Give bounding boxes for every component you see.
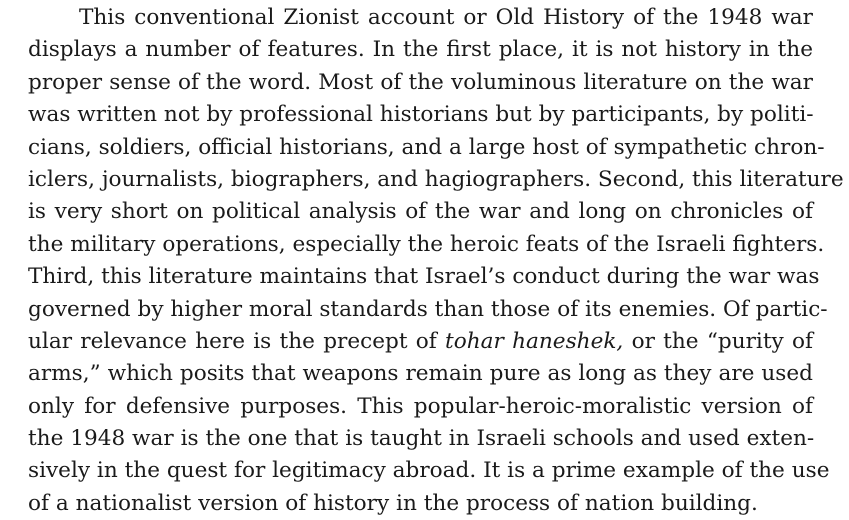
paragraph-line-4: was written not by professional historians but by participants, by politi-: [28, 102, 814, 128]
line-11-text-after: or the “purity of: [623, 328, 813, 354]
paragraph-line-6: iclers, journalists, biographers, and hagiographers. Second, this literature: [28, 166, 844, 192]
paragraph-line-11: [28, 326, 813, 358]
paragraph-line-10: governed by higher moral standards than those of its enemies. Of partic-: [28, 296, 828, 322]
paragraph-line-3: proper sense of the word. Most of the voluminous literature on the war: [28, 69, 813, 95]
line-11-text-before: ular relevance here is the precept of: [28, 328, 446, 354]
document-page: [28, 2, 844, 520]
paragraph-line-9: Third, this literature maintains that Israel’s conduct during the war was: [28, 264, 820, 290]
paragraph-line-8: the military operations, especially the heroic feats of the Israeli fighters.: [28, 231, 825, 257]
paragraph-line-7: is very short on political analysis of the war and long on chronicles of: [28, 199, 813, 225]
paragraph-line-12: arms,” which posits that weapons remain pure as long as they are used: [28, 361, 813, 387]
paragraph-line-16: of a nationalist version of history in the process of nation building.: [28, 490, 758, 516]
body-paragraph: [28, 2, 844, 520]
paragraph-line-1: This conventional Zionist account or Old History of the 1948 war: [79, 5, 813, 30]
paragraph-line-15: sively in the quest for legitimacy abroad. It is a prime example of the use: [28, 458, 830, 484]
paragraph-line-2: displays a number of features. In the first place, it is not history in the: [28, 37, 813, 63]
paragraph-line-14: the 1948 war is the one that is taught in Israeli schools and used exten-: [28, 426, 815, 452]
italic-term: tohar haneshek,: [445, 328, 624, 354]
paragraph-line-5: cians, soldiers, official historians, and a large host of sympathetic chron-: [28, 134, 825, 160]
paragraph-line-13: only for defensive purposes. This popular-heroic-moralistic version of: [28, 393, 813, 419]
